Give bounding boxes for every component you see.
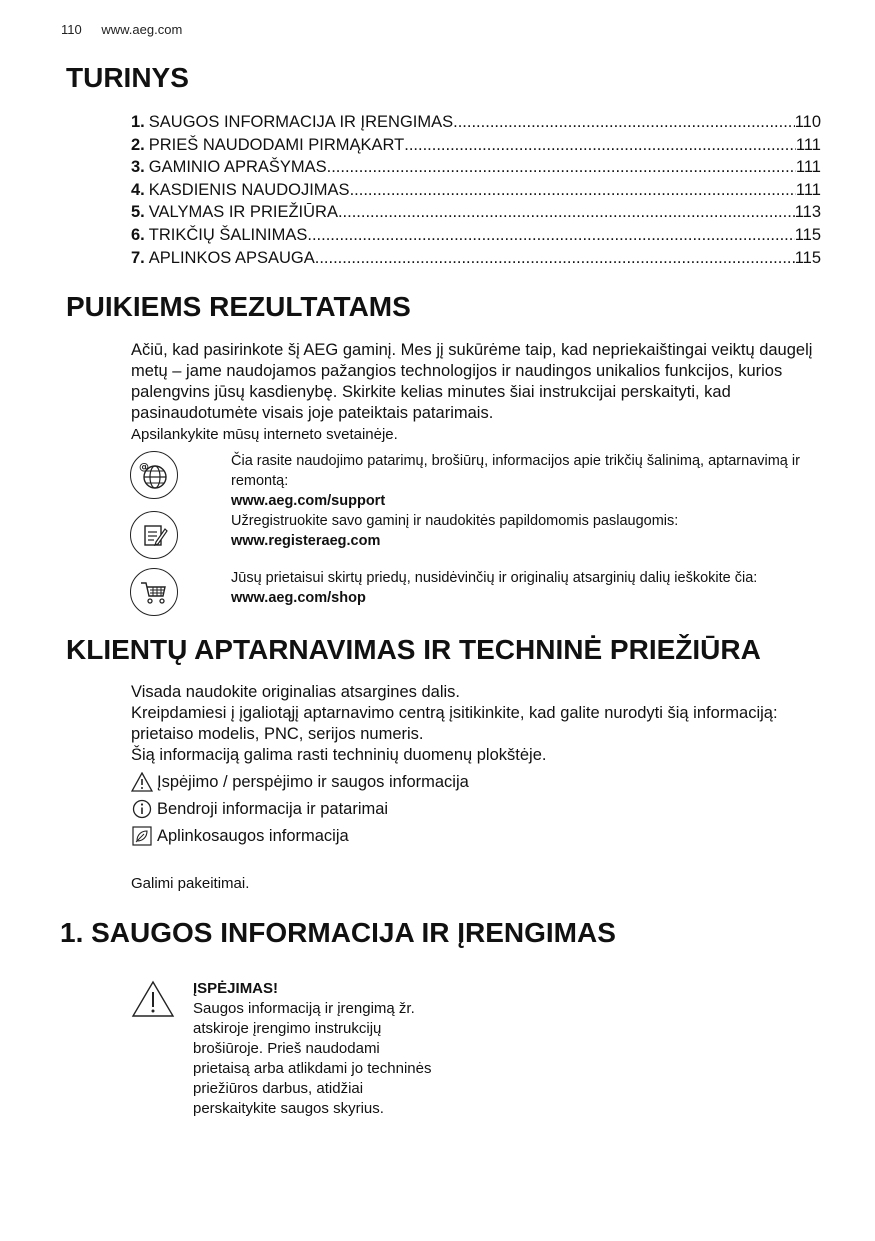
globe-icon [130, 451, 178, 499]
legend-item [131, 825, 349, 847]
support-link[interactable]: www.registeraeg.com [231, 533, 381, 549]
legend-item [131, 771, 469, 793]
toc-item[interactable]: 3. GAMINIO APRAŠYMAS ..... 111 [131, 156, 821, 179]
intro-text: Ačiū, kad pasirinkote šį AEG gaminį. Mes jį sukūrėme taip, kad nepriekaištingai veiktų daugelį metų – jame naudojamos pažangios technologijos ir naudingos unikalios funkcijos, kurios palengvins jūsų kasdienybę. Skirkite kelias minutes šiai instrukcijai perskaityti, kad pasinaudotumėte visais joje pateiktais patarimais. [131, 341, 813, 422]
toc-item-page: 115 [794, 225, 821, 244]
toc-item-label: VALYMAS IR PRIEŽIŪRA [148, 203, 338, 222]
toc-item-page: 110 [794, 113, 821, 131]
page-number: 110 [61, 22, 82, 37]
toc-item[interactable]: 1. SAUGOS INFORMACIJA IR ĮRENGIMAS ..... 110 [131, 111, 821, 134]
toc-item[interactable]: 4. KASDIENIS NAUDOJIMAS ..... 111 [131, 179, 821, 202]
warning-icon [131, 771, 153, 793]
register-icon [130, 511, 178, 559]
legend-text: Įspėjimo / perspėjimo ir saugos informacija [157, 772, 469, 791]
legend-text: Aplinkosaugos informacija [157, 826, 349, 845]
site-url[interactable]: www.aeg.com [101, 22, 183, 37]
visit-text: Apsilankykite mūsų interneto svetainėje. [131, 426, 398, 443]
toc-item-page: 111 [795, 180, 821, 199]
support-text: Užregistruokite savo gaminį ir naudokitės papildomomis paslaugomis: [231, 513, 679, 529]
svg-text:@: @ [139, 462, 149, 473]
toc-title: TURINYS [66, 62, 189, 93]
support-text: Jūsų prietaisui skirtų priedų, nusidėvinčių ir originalių atsarginių dalių ieškokite čia: [231, 570, 758, 586]
table-of-contents [131, 111, 821, 269]
toc-item[interactable]: 5. VALYMAS IR PRIEŽIŪRA ..... 113 [131, 201, 821, 224]
support-link[interactable]: www.aeg.com/support [231, 493, 386, 509]
section-title-service: KLIENTŲ APTARNAVIMAS IR TECHNINĖ PRIEŽIŪRA [66, 634, 761, 665]
page-header [61, 22, 182, 37]
support-link[interactable]: www.aeg.com/shop [231, 590, 366, 606]
support-item [130, 511, 830, 559]
support-text: Čia rasite naudojimo patarimų, brošiūrų, informacijos apie trikčių šalinimą, aptarnavimą ir remontą: [231, 453, 800, 489]
section-title-safety: 1. SAUGOS INFORMACIJA IR ĮRENGIMAS [60, 917, 616, 948]
toc-item[interactable]: 2. PRIEŠ NAUDODAMI PIRMĄKART ..... 111 [131, 134, 821, 157]
toc-item-label: SAUGOS INFORMACIJA IR ĮRENGIMAS [148, 113, 454, 131]
changes-note: Galimi pakeitimai. [131, 875, 250, 892]
legend-item [131, 798, 388, 820]
toc-item-label: GAMINIO APRAŠYMAS [148, 158, 327, 177]
toc-item-page: 111 [795, 135, 821, 154]
support-item [130, 451, 830, 511]
leaf-icon [131, 825, 153, 847]
toc-item[interactable]: 7. APLINKOS APSAUGA ..... 115 [131, 247, 821, 270]
toc-item-label: KASDIENIS NAUDOJIMAS [148, 180, 350, 199]
toc-item[interactable]: 6. TRIKČIŲ ŠALINIMAS ..... 115 [131, 224, 821, 247]
warning-box [193, 979, 433, 1119]
toc-item-page: 113 [794, 203, 821, 222]
legend-text: Bendroji informacija ir patarimai [157, 799, 389, 818]
shopping-cart-icon [130, 568, 178, 616]
warning-text: Saugos informaciją ir įrengimą žr. atskiroje įrengimo instrukcijų brošiūroje. Prieš naudodami prietaisą arba atlikdami jo techninės priežiūros darbus, atidžiai perskaitykite saugos skyrius. [193, 1000, 432, 1117]
warning-icon [131, 980, 175, 1023]
info-icon [131, 798, 153, 820]
support-item [130, 568, 830, 616]
toc-item-label: PRIEŠ NAUDODAMI PIRMĄKART [148, 135, 405, 154]
toc-item-page: 115 [794, 248, 821, 267]
warning-title: ĮSPĖJIMAS! [193, 980, 279, 997]
toc-item-page: 111 [795, 158, 821, 177]
section-title-results: PUIKIEMS REZULTATAMS [66, 291, 411, 322]
toc-item-label: APLINKOS APSAUGA [148, 248, 315, 267]
toc-item-label: TRIKČIŲ ŠALINIMAS [148, 225, 308, 244]
intro-paragraph [131, 340, 831, 445]
service-text: Visada naudokite originalias atsargines dalis. Kreipdamiesi į įgaliotąjį aptarnavimo centrą įsitikinkite, kad galite nurodyti šią informaciją: prietaiso modelis, PNC, serijos numeris. Šią informaciją galima rasti techninių duomenų plokštėje. [131, 683, 778, 764]
